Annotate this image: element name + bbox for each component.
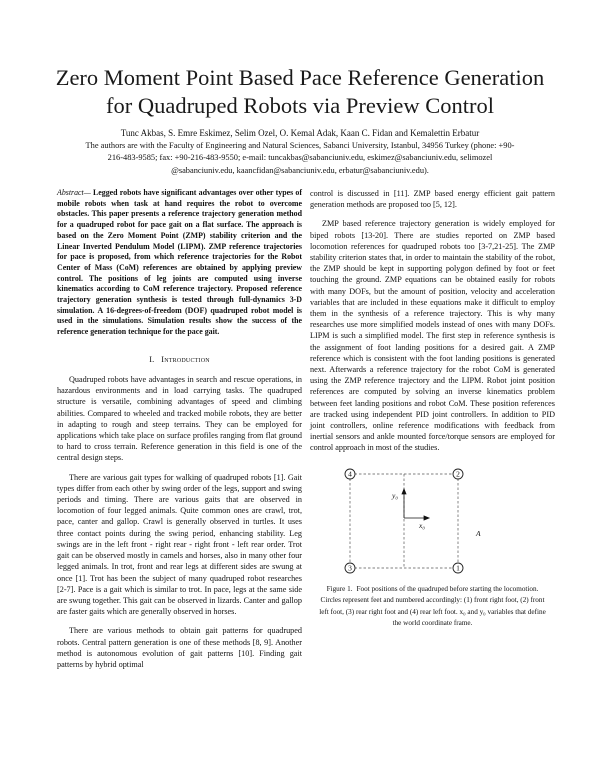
x-axis-arrowhead: [424, 516, 429, 520]
intro-paragraph-2: There are various gait types for walking of quadruped robots [1]. Gait types differ from each other by swing order of the legs, support and swing periods and timing. There are various gaits that are observed in locomotion of four legged animals. Quite common ones are crawl, trot, pace, canter and gallop. Crawl is generally observed in turtles. It uses three contact points during the swing period, enhancing stability. Leg swings are in the left front - right rear - right front - left rear order. Trot gait can be observed mostly in camels and horses, also in many other four legged animals. In trot, front and rear legs at different sides are swung at once [1]. Trot has been the subject of many quadruped robot researches [2-7]. Pace is a gait which is similar to trot. In pace, legs at the same side are swung together. This gait can be observed in lizards. Canter and gallop are faster gaits which are generally observed in horses.: [57, 472, 302, 617]
abstract: Abstract— Legged robots have significant advantages over other types of mobile robots when task at hand requires the robot to overcome obstacles. This paper presents a reference trajectory generation method for a quadruped robot for pace gait on a flat surface. The approach is based on the Zero Moment Point (ZMP) stability criterion and the Linear Inverted Pendulum Model (LIPM). ZMP reference trajectories for pace is proposed, from which reference trajectories for the Robot Center of Mass (CoM) references are obtained by applying preview control. The positions of leg joints are computed using inverse kinematics according to CoM reference trajectory. Proposed reference trajectory generation synthesis is tested through full-dynamics 3-D simulation. A 16-degrees-of-freedom (DOF) quadruped robot model is used in the simulations. Simulation results show the success of the reference generation technique for the pace gait.: [57, 188, 302, 337]
left-column: [57, 188, 302, 678]
paper-title: [30, 64, 570, 120]
affiliation-line-1: The authors are with the Faculty of Engineering and Natural Sciences, Sabanci University, Istanbul, 34956 Turkey (phone: +90-: [85, 141, 515, 150]
section-number: I.: [149, 354, 155, 364]
abstract-label: Abstract: [57, 188, 84, 197]
foot-4-label: 4: [348, 469, 352, 479]
affiliation-block: [40, 140, 560, 177]
right-column: [310, 188, 555, 630]
abstract-text: Legged robots have significant advantages over other types of mobile robots when task at hand requires the robot to overcome obstacles. This paper presents a reference trajectory generation method for a quadruped robot for pace gait on a flat surface. The approach is based on the Zero Moment Point (ZMP) stability criterion and the Linear Inverted Pendulum Model (LIPM). ZMP reference trajectories for pace is proposed, from which reference trajectories for the Robot Center of Mass (CoM) references are obtained by applying preview control. The positions of leg joints are computed using inverse kinematics according to CoM reference trajectory. Proposed reference trajectory generation synthesis is tested through full-dynamics 3-D simulation. A 16-degrees-of-freedom (DOF) quadruped robot model is used in the simulations. Simulation results show the success of the reference generation technique for the pace gait.: [57, 188, 302, 337]
y-axis-label: y₀: [392, 490, 398, 500]
right-paragraph-1: control is discussed in [11]. ZMP based energy efficient gait pattern generation methods are proposed too [5, 12].: [310, 189, 555, 210]
title-line-1: Zero Moment Point Based Pace Reference Generation: [55, 65, 545, 90]
foot-3-label: 3: [348, 563, 352, 573]
marker-label: A: [476, 528, 481, 538]
y-axis-arrowhead: [402, 489, 406, 494]
caption-label: Figure 1.: [326, 584, 353, 593]
figure-1-caption: [310, 584, 555, 630]
affiliation-line-2: 216-483-9585; fax: +90-216-483-9550; e-mail: tuncakbas@sabanciuniv.edu, eskimez@sabanciuniv.edu, selimozel: [107, 153, 493, 163]
foot-1-label: 1: [456, 563, 460, 573]
intro-paragraph-1: Quadruped robots have advantages in search and rescue operations, in hazardous environments and in load carrying tasks. The quadruped structure is versatile, combining advantages of speed and climbing abilities. Compared to wheeled and tracked mobile robots, they are better in adapting to rough and steep terrains. They can be employed for applications which take place on surface profiles ranging from flat ground to hard to cross terrain. Reference generation in this field is one of the central design steps.: [57, 375, 302, 463]
section-heading-introduction: [57, 354, 302, 365]
intro-paragraph-3: There are various methods to obtain gait patterns for quadruped robots. Central pattern generation is one of these methods [8, 9]. Another method is autonomous evolution of gait patterns [10]. Finding gait patterns by hybrid optimal: [57, 626, 302, 669]
author-list: Tunc Akbas, S. Emre Eskimez, Selim Ozel, O. Kemal Adak, Kaan C. Fidan and Kemalettin Erbatur: [120, 128, 480, 138]
section-title: Introduction: [161, 354, 210, 364]
foot-2-label: 2: [456, 469, 460, 479]
right-paragraph-2: ZMP based reference trajectory generation is widely employed for biped robots [13-20]. There are studies reported on ZMP based locomotion references for quadruped robots too [3-7,21-25]. The ZMP stability criterion states that, in order to maintain the stability of the robot, the ZMP should be kept in supporting polygon defined by foot or feet touching the ground. ZMP equations can be obtained easily for robots with many DOFs, but the amount of position, velocity and acceleration variables that are included in these equations make it difficult to employ them in the synthesis of a reference trajectory. This is why many researches use more simplified models instead of ones with many DOFs. LIPM is such a simplified model. The first step in reference synthesis is the assignment of foot landing positions for a desired gait. A ZMP reference which is consistent with the foot landing positions is generated next. Afterwards a reference trajectory for the robot CoM is generated using the ZMP reference trajectory and the LIPM. Robot joint position references are computed by solving an inverse kinematics problem between feet landing positions and robot CoM. These position references are tracked using independent PID joint controllers. In addition to PID joint controllers, online reference modifications with feedback from inertial sensors and ankle mounted force/torque sensors are employed for control approach in most of the studies.: [310, 219, 555, 453]
foot-position-diagram: [310, 462, 555, 582]
caption-text: Foot positions of the quadruped before starting the locomotion. Circles represent feet and numbered accordingly: (1) front right foot, (2) front left foot, (3) rear right foot and (4) rear left foot. x₀ and y₀ variables that define the world coordinate frame.: [319, 584, 546, 628]
x-axis-label: x₀: [419, 520, 425, 530]
title-line-2: for Quadruped Robots via Preview Control: [105, 93, 495, 118]
affiliation-line-3: @sabanciuniv.edu, kaancfidan@sabanciuniv.edu, erbatur@sabanciuniv.edu).: [171, 165, 429, 175]
figure-1: [310, 462, 555, 582]
